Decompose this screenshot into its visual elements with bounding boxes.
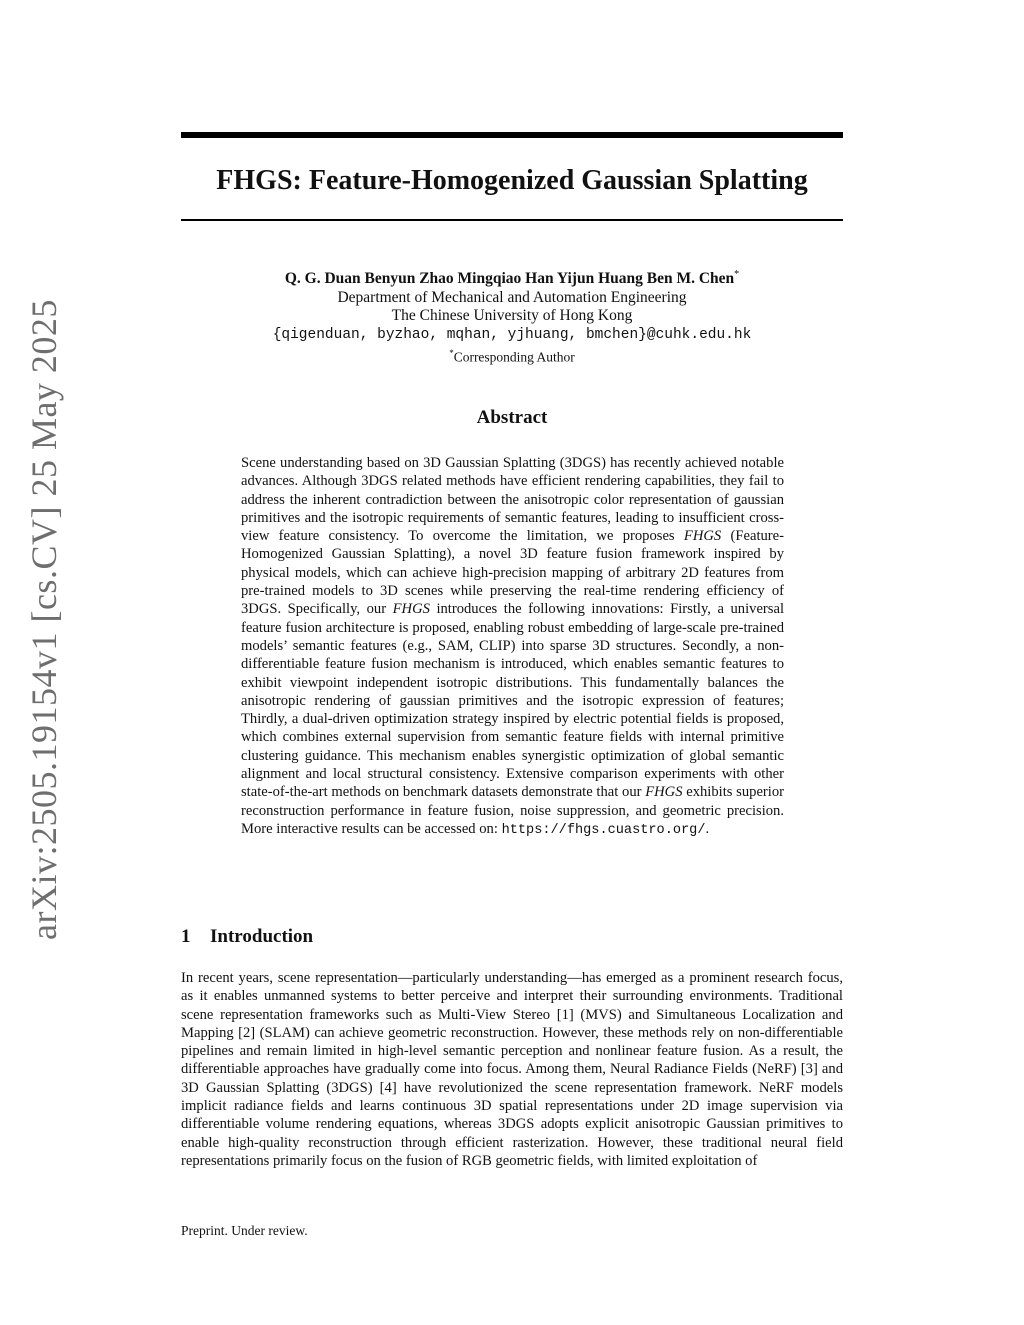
method-name-3: FHGS <box>645 784 683 801</box>
abstract-text-part-3: introduces the following innovations: Firstly, a universal feature fusion architecture is proposed, enabling robust embedding of large-scale pre-trained models’ semantic features (e.g., SAM, CLIP) into sparse 3D structures. Secondly, a non-differentiable feature fusion mechanism is introduced, which enables semantic features to exhibit viewpoint independent isotropic distributions. This fundamentally balances the anisotropic rendering of gaussian primitives and the isotropic expression of features; Thirdly, a dual-driven optimization strategy inspired by electric potential fields is proposed, which combines external supervision from semantic feature fields with internal primitive clustering guidance. This mechanism enables synergistic optimization of global semantic alignment and local structural consistency. Extensive comparison experiments with other state-of-the-art methods on benchmark datasets demonstrate that our <box>241 601 784 801</box>
title-bottom-rule <box>181 219 843 221</box>
affiliation-department: Department of Mechanical and Automation Engineering <box>337 288 687 306</box>
author-names: Q. G. Duan Benyun Zhao Mingqiao Han Yijun Huang Ben M. Chen <box>284 270 735 288</box>
corresponding-note-label: Corresponding Author <box>453 349 575 365</box>
abstract-heading: Abstract <box>476 407 548 428</box>
author-block <box>181 266 843 367</box>
abstract-end-punctuation: . <box>705 820 710 837</box>
arxiv-identifier-stamp: arXiv:2505.19154v1 [cs.CV] 25 May 2025 <box>24 299 64 940</box>
corresponding-note-mark: * <box>449 348 454 359</box>
section-heading-introduction <box>181 924 843 950</box>
method-name-2: FHGS <box>392 601 430 618</box>
author-list <box>181 266 843 289</box>
title-top-rule <box>181 132 843 138</box>
project-url[interactable]: https://fhgs.cuastro.org/ <box>501 822 706 838</box>
abstract-text-part-2: (Feature-Homogenized Gaussian Splatting), a novel 3D feature fusion framework inspired by physical models, which can achieve high-precision mapping of arbitrary 2D features from pre-trained models to 3D scenes while preserving the real-time rendering efficiency of 3DGS. Specifically, our <box>241 528 784 618</box>
introduction-paragraph: In recent years, scene representation—particularly understanding—has emerged as a prominent research focus, as it enables unmanned systems to better perceive and interpret their surrounding environments. Traditional scene representation frameworks such as Multi-View Stereo [1] (MVS) and Simultaneous Localization and Mapping [2] (SLAM) can achieve geometric reconstruction. However, these methods rely on non-differentiable pipelines and remain limited in high-level semantic perception and nonlinear feature fusion. As a result, the differentiable approaches have gradually come into focus. Among them, Neural Radiance Fields (NeRF) [3] and 3D Gaussian Splatting (3DGS) [4] have revolutionized the scene representation framework. NeRF models implicit radiance fields and learns continuous 3D spatial representations under 2D image supervision via differentiable volume rendering equations, whereas 3DGS adopts explicit anisotropic Gaussian primitives to enable high-quality reconstruction through efficient rasterization. However, these traditional neural field representations primarily focus on the fusion of RGB geometric fields, with limited exploitation of <box>181 970 843 1169</box>
corresponding-author-note <box>181 344 843 367</box>
affiliation-university: The Chinese University of Hong Kong <box>391 307 633 325</box>
section-title: Introduction <box>210 926 314 947</box>
abstract-paragraph <box>241 454 784 840</box>
corresponding-author-mark: * <box>734 269 740 280</box>
abstract-text-part-1: Scene understanding based on 3D Gaussian Splatting (3DGS) has recently achieved notable advances. Although 3DGS related methods have efficient rendering capabilities, they fail to address the inherent contradiction between the anisotropic color representation of gaussian primitives and the isotropic requirements of semantic features, leading to insufficient cross-view feature consistency. To overcome the limitation, we proposes <box>241 455 784 545</box>
section-number: 1 <box>181 926 191 947</box>
method-name-1: FHGS <box>683 528 722 545</box>
author-emails: {qigenduan, byzhao, mqhan, yjhuang, bmchen}@cuhk.edu.hk <box>272 326 752 343</box>
paper-title: FHGS: Feature-Homogenized Gaussian Splatting <box>216 165 808 196</box>
abstract-text-part-4: exhibits superior reconstruction performance in feature fusion, noise suppression, and geometric precision. More interactive results can be accessed on: <box>241 784 784 837</box>
preprint-footer-note: Preprint. Under review. <box>181 1223 308 1238</box>
